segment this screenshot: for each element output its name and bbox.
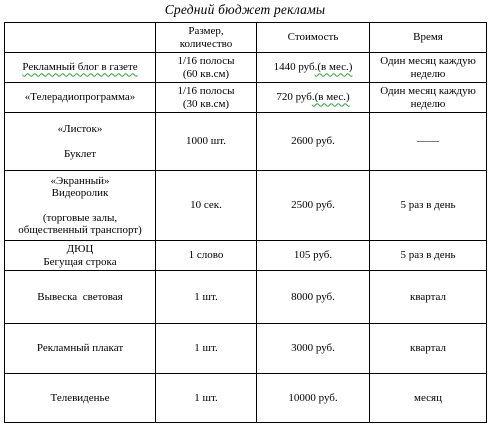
row-cost: 2500 руб. (257, 171, 370, 241)
row-item: Вывеска световая (5, 271, 156, 324)
table-row (5, 53, 487, 83)
header-time: Время (370, 23, 487, 53)
row-time: Один месяц каждую неделю (370, 83, 487, 113)
row-time: месяц (370, 374, 487, 423)
row-time: —— (370, 113, 487, 171)
table-row (5, 171, 487, 241)
row-cost: 8000 руб. (257, 271, 370, 324)
row-item: Телевиденье (5, 374, 156, 423)
row-time: квартал (370, 324, 487, 374)
row-item: Рекламный блог в газете (5, 53, 156, 83)
table-row (5, 271, 487, 324)
budget-table (4, 22, 487, 423)
row-item: Рекламный плакат (5, 324, 156, 374)
row-cost: 720 руб.(в мес.) (257, 83, 370, 113)
header-size: Размер, количество (156, 23, 257, 53)
table-row (5, 324, 487, 374)
page-title: Средний бюджет рекламы (164, 2, 326, 17)
row-size: 1 шт. (156, 324, 257, 374)
row-size: 1 шт. (156, 374, 257, 423)
row-item: «Экранный» Видеоролик (торговые залы, общественный транспорт) (5, 171, 156, 241)
table-row (5, 113, 487, 171)
row-time: Один месяц каждую неделю (370, 53, 487, 83)
row-time: 5 раз в день (370, 171, 487, 241)
row-size: 1 слово (156, 241, 257, 271)
row-time: квартал (370, 271, 487, 324)
table-row (5, 241, 487, 271)
row-cost: 1440 руб.(в мес.) (257, 53, 370, 83)
header-item (5, 23, 156, 53)
row-size: 1000 шт. (156, 113, 257, 171)
header-cost: Стоимость (257, 23, 370, 53)
table-row (5, 83, 487, 113)
row-cost: 2600 руб. (257, 113, 370, 171)
row-size: 10 сек. (156, 171, 257, 241)
row-item: ДЮЦ Бегущая строка (5, 241, 156, 271)
row-size: 1/16 полосы (60 кв.см) (156, 53, 257, 83)
table-row (5, 374, 487, 423)
row-item: «Телерадиопрограмма» (5, 83, 156, 113)
row-size: 1 шт. (156, 271, 257, 324)
row-cost: 105 руб. (257, 241, 370, 271)
row-item: «Листок» Буклет (5, 113, 156, 171)
row-size: 1/16 полосы (30 кв.см) (156, 83, 257, 113)
row-time: 5 раз в день (370, 241, 487, 271)
row-cost: 10000 руб. (257, 374, 370, 423)
row-cost: 3000 руб. (257, 324, 370, 374)
table-header-row (5, 23, 487, 53)
